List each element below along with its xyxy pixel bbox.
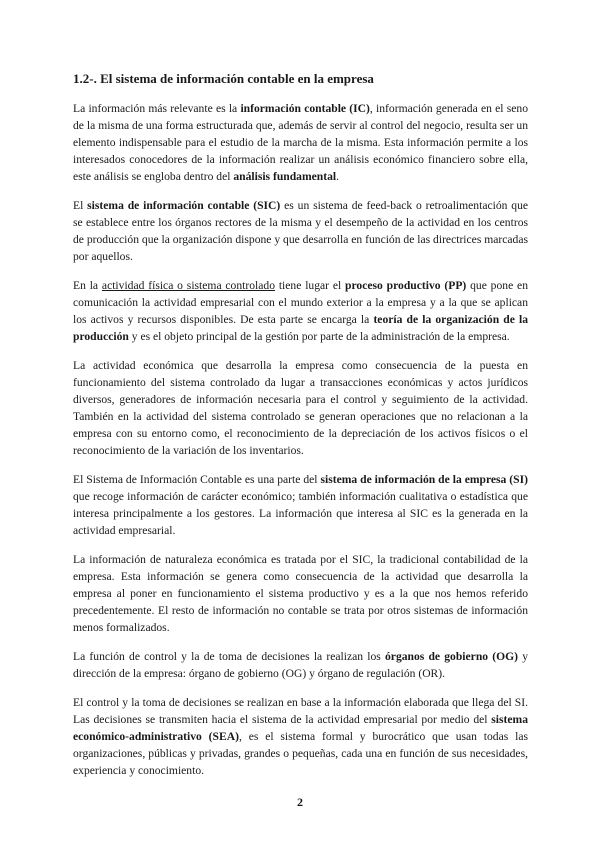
paragraph-6: La información de naturaleza económica es tratada por el SIC, la tradicional contabilidad de la empresa. Esta información se genera como consecuencia de la actividad que desarrolla la empresa al poner en funcionamiento el sistema productivo y es a la que nos hemos referido precedentemente. El resto de información no contable se trata por otros sistemas de información menos formalizados.: [73, 553, 528, 634]
text: La información más relevante es la: [73, 102, 241, 115]
text: que recoge información de carácter económico; también información cualitativa o estadística que interesa principalmente a los gestores. La información que interesa al SIC es la generada en la actividad empresarial.: [73, 490, 528, 537]
document-page: [73, 70, 528, 791]
bold-term: teoría de la organización de la producción: [73, 313, 528, 343]
bold-term: sistema de información de la empresa (SI): [320, 473, 528, 486]
text: y dirección de la empresa: órgano de gobierno (OG) y órgano de regulación (OR).: [73, 650, 529, 680]
text: El Sistema de Información Contable es una parte del: [73, 473, 321, 486]
text: , información generada en el seno de la misma de una forma estructurada que, además de servir al control del negocio, resulta ser un elemento indispensable para el estudio de la marcha de la misma. Esta información permite a los interesados conocedores de la información realizar un análisis económico financiero sobre ella, este análisis se engloba dentro del: [73, 102, 528, 183]
paragraph-2: [73, 197, 528, 265]
paragraph-8: [73, 694, 528, 779]
text: El: [73, 199, 88, 212]
paragraph-7: [73, 648, 528, 682]
text: es un sistema de feed-back o retroalimentación que se establece entre los órganos rectores de la misma y el desempeño de la actividad en los centros de producción que la organización dispone y que desarrolla en función de las directrices marcadas por aquellos.: [73, 199, 529, 263]
text: tiene lugar el: [275, 279, 346, 292]
underlined-term: actividad física o sistema controlado: [101, 279, 275, 292]
bold-term: análisis fundamental: [233, 170, 337, 183]
text: y es el objeto principal de la gestión por parte de la administración de la empresa.: [128, 330, 510, 343]
bold-term: proceso productivo (PP): [345, 279, 467, 292]
bold-term: información contable (IC): [240, 102, 370, 115]
section-heading: 1.2-. El sistema de información contable en la empresa: [73, 71, 374, 86]
paragraph-3: [73, 277, 528, 345]
bold-term: sistema de información contable (SIC): [87, 199, 281, 212]
paragraph-4: La actividad económica que desarrolla la empresa como consecuencia de la puesta en funcionamiento del sistema controlado da lugar a transacciones económicas y actos jurídicos diversos, generadores de información necesaria para el control y seguimiento de la actividad. También en la actividad del sistema controlado se generan operaciones que no relacionan a la empresa con su entorno como, el reconocimiento de la depreciación de los activos físicos o el reconocimiento de la variación de los inventarios.: [73, 359, 528, 457]
bold-term: órganos de gobierno (OG): [385, 650, 519, 663]
bold-term: sistema económico-administrativo (SEA): [73, 713, 528, 743]
text: En la: [73, 279, 102, 292]
page-number: 2: [297, 795, 303, 809]
text: La función de control y la de toma de decisiones la realizan los: [73, 650, 385, 663]
text: , es el sistema formal y burocrático que usan todas las organizaciones, públicas y privadas, grandes o pequeñas, cada una en función de sus necesidades, experiencia y conocimiento.: [73, 730, 528, 777]
text: que pone en comunicación la actividad empresarial con el mundo exterior a la empresa y a la que se aplican los activos y recursos disponibles. De esta parte se encarga la: [73, 279, 528, 326]
text: .: [336, 170, 340, 183]
text: El control y la toma de decisiones se realizan en base a la información elaborada que llega del SI. Las decisiones se transmiten hacia el sistema de la actividad empresarial por medio del: [73, 696, 528, 726]
paragraph-5: [73, 471, 528, 539]
paragraph-1: [73, 100, 528, 185]
